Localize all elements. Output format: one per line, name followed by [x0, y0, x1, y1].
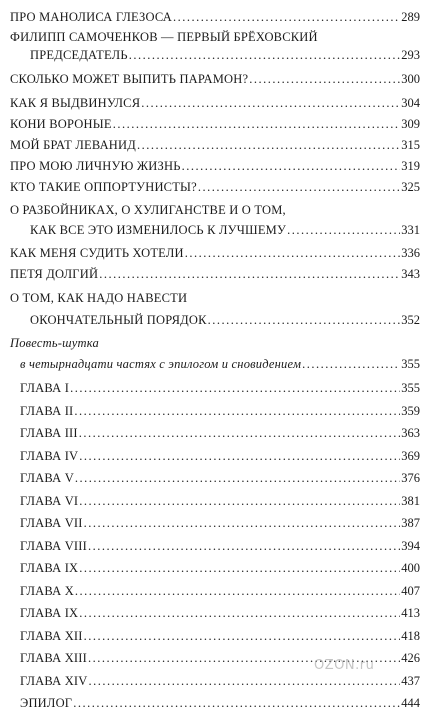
chapter-entry — [20, 696, 420, 710]
chapter-title: ГЛАВА VI — [20, 494, 79, 508]
chapter-entry — [20, 471, 420, 485]
leader-dots — [208, 313, 401, 327]
leader-dots — [89, 674, 401, 688]
toc-entry-title: КАК ВСЕ ЭТО ИЗМЕНИЛОСЬ К ЛУЧШЕМУ — [30, 223, 287, 237]
toc-entry-title: ПРО МОЮ ЛИЧНУЮ ЖИЗНЬ — [10, 159, 181, 173]
leader-dots — [75, 471, 400, 485]
toc-entry — [10, 117, 420, 131]
leader-dots — [75, 584, 400, 598]
leader-dots — [182, 159, 401, 173]
chapter-entry — [20, 494, 420, 508]
toc-entry-title: КТО ТАКИЕ ОППОРТУНИСТЫ? — [10, 180, 197, 194]
chapter-title: ГЛАВА IV — [20, 449, 79, 463]
leader-dots — [99, 267, 400, 281]
leader-dots — [88, 539, 400, 553]
toc-entry-title: ОКОНЧАТЕЛЬНЫЙ ПОРЯДОК — [30, 313, 207, 327]
chapter-page: 413 — [401, 606, 420, 620]
leader-dots — [79, 561, 400, 575]
chapter-title: ГЛАВА XIV — [20, 674, 88, 688]
toc-entry — [30, 313, 420, 327]
toc-entry — [10, 138, 420, 152]
toc-entry-page: 331 — [401, 223, 420, 237]
leader-dots — [198, 180, 400, 194]
toc-entry-page: 336 — [401, 246, 420, 260]
chapter-title: ЭПИЛОГ — [20, 696, 73, 710]
leader-dots — [84, 629, 401, 643]
toc-entry-title: ПЕТЯ ДОЛГИЙ — [10, 267, 99, 281]
leader-dots — [113, 117, 401, 131]
chapter-entry — [20, 426, 420, 440]
ozon-watermark: OZON.ru — [314, 658, 375, 673]
toc-entry-page: 352 — [401, 313, 420, 327]
leader-dots — [79, 426, 400, 440]
chapter-page: 394 — [401, 539, 420, 553]
toc-entry — [30, 48, 420, 62]
chapter-page: 426 — [401, 651, 420, 665]
toc-entry-page: 304 — [401, 96, 420, 110]
chapter-page: 444 — [401, 696, 420, 710]
toc-entry-page: 293 — [401, 48, 420, 62]
chapter-title: ГЛАВА IX — [20, 561, 79, 575]
toc-entry — [10, 159, 420, 173]
toc-entry-page: 343 — [401, 267, 420, 281]
leader-dots — [302, 357, 400, 371]
chapter-page: 376 — [401, 471, 420, 485]
chapter-entry — [20, 584, 420, 598]
chapter-title: ГЛАВА VII — [20, 516, 83, 530]
chapter-entry — [20, 629, 420, 643]
toc-entry-page: 300 — [401, 72, 420, 86]
chapter-entry — [20, 561, 420, 575]
chapter-page: 400 — [401, 561, 420, 575]
leader-dots — [249, 72, 400, 86]
chapter-page: 355 — [401, 381, 420, 395]
toc-entry-title: ПРО МАНОЛИСА ГЛЕЗОСА — [10, 10, 172, 24]
toc-entry-title: КАК МЕНЯ СУДИТЬ ХОТЕЛИ — [10, 246, 184, 260]
toc-entry — [10, 10, 420, 24]
section-subtitle-label: в четырнадцати частях с эпилогом и сновидением — [20, 357, 302, 371]
chapter-title: ГЛАВА VIII — [20, 539, 88, 553]
toc-entry — [10, 72, 420, 86]
toc-entry-page: 309 — [401, 117, 420, 131]
toc-entry-page: 289 — [401, 10, 420, 24]
toc-entry — [10, 180, 420, 194]
toc-entry-page: 315 — [401, 138, 420, 152]
chapter-page: 369 — [401, 449, 420, 463]
chapter-page: 418 — [401, 629, 420, 643]
toc-entry-title: КОНИ ВОРОНЫЕ — [10, 117, 112, 131]
leader-dots — [70, 381, 400, 395]
toc-entry-title: КАК Я ВЫДВИНУЛСЯ — [10, 96, 141, 110]
toc-entry — [30, 223, 420, 237]
leader-dots — [74, 404, 400, 418]
chapter-page: 407 — [401, 584, 420, 598]
chapter-title: ГЛАВА II — [20, 404, 74, 418]
leader-dots — [129, 48, 401, 62]
toc-entry — [10, 96, 420, 110]
leader-dots — [79, 449, 400, 463]
chapter-title: ГЛАВА XIII — [20, 651, 88, 665]
chapter-page: 381 — [401, 494, 420, 508]
chapter-entry — [20, 381, 420, 395]
leader-dots — [287, 223, 400, 237]
chapter-title: ГЛАВА V — [20, 471, 74, 485]
chapter-entry — [20, 674, 420, 688]
toc-entry-page: 325 — [401, 180, 420, 194]
chapter-title: ГЛАВА IX — [20, 606, 79, 620]
chapter-title: ГЛАВА III — [20, 426, 78, 440]
chapter-title: ГЛАВА I — [20, 381, 70, 395]
chapter-page: 363 — [401, 426, 420, 440]
leader-dots — [141, 96, 400, 110]
leader-dots — [185, 246, 401, 260]
toc-entry-title: МОЙ БРАТ ЛЕВАНИД — [10, 138, 136, 152]
section-heading: Повесть-шутка — [10, 336, 99, 350]
chapter-entry — [20, 516, 420, 530]
chapter-entry — [20, 539, 420, 553]
leader-dots — [137, 138, 400, 152]
chapter-page: 387 — [401, 516, 420, 530]
chapter-title: ГЛАВА XII — [20, 629, 83, 643]
chapter-page: 359 — [401, 404, 420, 418]
leader-dots — [73, 696, 400, 710]
toc-entry-line: ФИЛИПП САМОЧЕНКОВ — ПЕРВЫЙ БРЁХОВСКИЙ — [10, 30, 318, 44]
leader-dots — [79, 494, 400, 508]
leader-dots — [173, 10, 400, 24]
chapter-entry — [20, 606, 420, 620]
toc-entry-page: 319 — [401, 159, 420, 173]
toc-entry-title: СКОЛЬКО МОЖЕТ ВЫПИТЬ ПАРАМОН? — [10, 72, 249, 86]
leader-dots — [79, 606, 400, 620]
chapter-page: 437 — [401, 674, 420, 688]
leader-dots — [84, 516, 401, 530]
chapter-entry — [20, 449, 420, 463]
chapter-title: ГЛАВА X — [20, 584, 74, 598]
toc-entry-line: О РАЗБОЙНИКАХ, О ХУЛИГАНСТВЕ И О ТОМ, — [10, 203, 286, 217]
chapter-entry — [20, 404, 420, 418]
toc-entry — [10, 267, 420, 281]
toc-entry — [10, 246, 420, 260]
section-subtitle-page: 355 — [401, 357, 420, 371]
toc-entry-title: ПРЕДСЕДАТЕЛЬ — [30, 48, 128, 62]
section-subtitle-entry — [20, 357, 420, 371]
toc-entry-line: О ТОМ, КАК НАДО НАВЕСТИ — [10, 291, 188, 305]
